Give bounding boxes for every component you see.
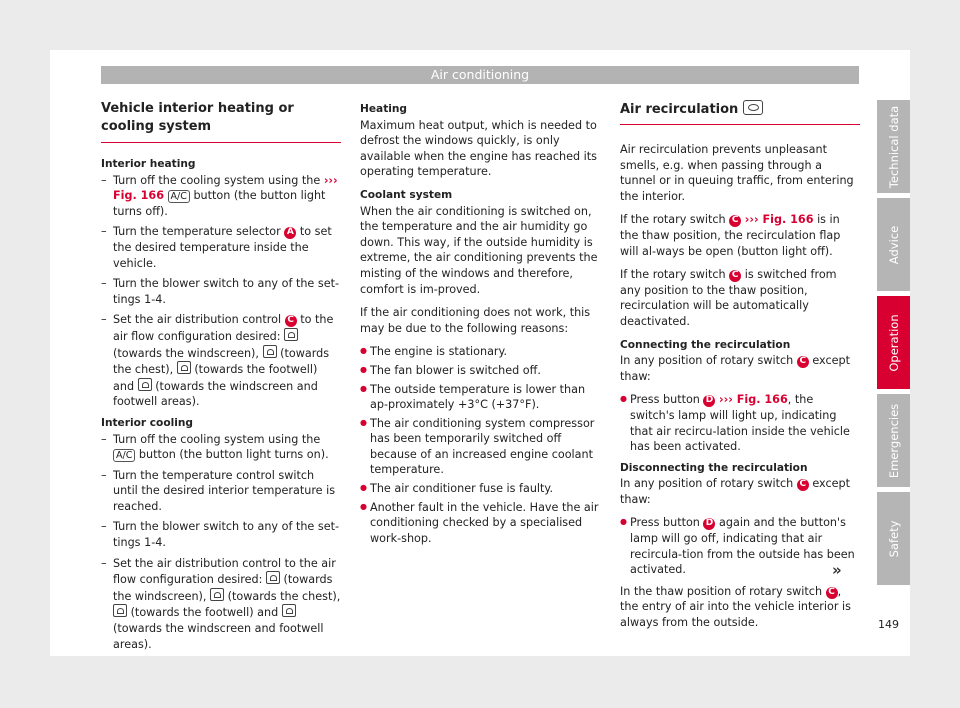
subheading-connecting: Connecting the recirculation xyxy=(620,338,791,351)
paragraph-coolant: When the air conditioning is switched on, the temperature and the air humidity go down. This way, if the outside humidity is extreme, the air conditioning prevents the misting of the windows and therefore, comfort is im-proved. xyxy=(360,204,598,296)
list-item: ● The engine is stationary. xyxy=(360,344,602,360)
column-3 xyxy=(620,100,860,639)
fig-link[interactable]: ››› Fig. 166 xyxy=(719,393,788,407)
heating-steps xyxy=(101,173,341,410)
ac-button-label: A/C xyxy=(168,190,190,203)
list-item: – Turn the temperature selector A to set the desired temperature inside the vehicle. xyxy=(101,224,341,271)
subheading-coolant: Coolant system xyxy=(360,188,453,201)
connecting-steps xyxy=(620,392,860,454)
badge-c: C xyxy=(797,356,809,368)
tab-technical-data[interactable]: Technical data xyxy=(877,100,910,193)
list-item: ● Another fault in the vehicle. Have the air conditioning checked by a specialised work-shop. xyxy=(360,500,602,547)
list-item: – Turn off the cooling system using the ››› Fig. 166 A/C button (the button light turns off). xyxy=(101,173,341,220)
paragraph: In any position of rotary switch C except thaw: xyxy=(620,354,850,383)
badge-c: C xyxy=(285,315,297,327)
badge-d: D xyxy=(703,395,715,407)
page-number: 149 xyxy=(878,618,899,631)
sidebar-tabs xyxy=(877,100,910,590)
section-header: Air conditioning xyxy=(101,66,859,84)
column-1 xyxy=(101,100,341,658)
list-item: ● Press button D again and the button's lamp will go off, indicating that air recircula-tion from the outside has been activated. xyxy=(620,515,860,577)
badge-d: D xyxy=(703,518,715,530)
list-item: – Turn the temperature control switch until the desired interior temperature is reached. xyxy=(101,468,341,515)
list-item: ● The air conditioning system compressor has been temporarily switched off because of an increased engine coolant temperature. xyxy=(360,416,602,478)
list-item: ● The air conditioner fuse is faulty. xyxy=(360,481,602,497)
paragraph: In the thaw position of rotary switch C , the entry of air into the vehicle interior is always from the outside. xyxy=(620,584,851,630)
heading-air-recirculation: Air recirculation xyxy=(620,100,860,125)
windscreen-icon xyxy=(284,328,298,341)
fig-link[interactable]: ››› Fig. 166 xyxy=(744,213,814,227)
badge-c: C xyxy=(729,215,741,227)
recirculation-icon xyxy=(743,100,763,115)
ac-button-label: A/C xyxy=(113,449,135,462)
badge-a: A xyxy=(284,227,296,239)
paragraph-fault: If the air conditioning does not work, this may be due to the following reasons: xyxy=(360,306,591,335)
paragraph: In any position of rotary switch C except thaw: xyxy=(620,477,850,506)
list-item: – Turn the blower switch to any of the set-tings 1-4. xyxy=(101,276,341,307)
windscreen-footwell-icon xyxy=(282,604,296,617)
tab-safety[interactable]: Safety xyxy=(877,492,910,585)
chest-icon xyxy=(263,345,277,358)
tab-emergencies[interactable]: Emergencies xyxy=(877,394,910,487)
paragraph: Air recirculation prevents unpleasant smells, e.g. when passing through a tunnel or in queuing traffic, from entering the interior. xyxy=(620,143,854,203)
tab-advice[interactable]: Advice xyxy=(877,198,910,291)
footwell-icon xyxy=(113,604,127,617)
windscreen-icon xyxy=(266,571,280,584)
subheading-disconnecting: Disconnecting the recirculation xyxy=(620,461,808,474)
paragraph: If the rotary switch C is switched from any position to the thaw position, recirculation will be automatically deactivated. xyxy=(620,268,837,328)
cooling-steps xyxy=(101,432,341,653)
list-item: – Set the air distribution control C to the air flow configuration desired: (towards the windscreen), (towards the chest), (towards the footwell) and (towards the windscreen and footwell areas). xyxy=(101,312,341,410)
list-item: ● Press button D ››› Fig. 166, the switch's lamp will light up, indicating that air recircu-lation inside the vehicle has been activated. xyxy=(620,392,860,454)
list-item: – Set the air distribution control to the air flow configuration desired: (towards the windscreen), (towards the chest), (towards the footwell) and (towards the windscreen and footwell areas). xyxy=(101,556,341,653)
list-item: ● The outside temperature is lower than ap-proximately +3°C (+37°F). xyxy=(360,382,602,413)
subheading-heating: Heating xyxy=(360,103,408,115)
reasons-list xyxy=(360,344,602,546)
list-item: – Turn the blower switch to any of the set-tings 1-4. xyxy=(101,519,341,550)
subheading-interior-cooling: Interior cooling xyxy=(101,416,194,429)
badge-c: C xyxy=(797,479,809,491)
fig-link[interactable]: ››› Fig. 166 xyxy=(113,173,338,203)
heading-interior-heating-cooling: Vehicle interior heating or cooling system xyxy=(101,100,341,143)
subheading-interior-heating: Interior heating xyxy=(101,158,196,170)
footwell-icon xyxy=(177,361,191,374)
paragraph: If the rotary switch C ››› Fig. 166 is in the thaw position, the recirculation flap will al-ways be open (button light off). xyxy=(620,213,841,258)
column-2 xyxy=(360,100,602,549)
disconnecting-steps xyxy=(620,515,860,577)
tab-operation[interactable]: Operation xyxy=(877,296,910,389)
paragraph-heating: Maximum heat output, which is needed to defrost the windows quickly, is only available when the engine has reached its operating temperature. xyxy=(360,118,597,179)
list-item: ● The fan blower is switched off. xyxy=(360,363,602,379)
chest-icon xyxy=(210,588,224,601)
windscreen-footwell-icon xyxy=(138,378,152,391)
list-item: – Turn off the cooling system using the A/C button (the button light turns on). xyxy=(101,432,341,463)
badge-c: C xyxy=(729,270,741,282)
continue-mark: » xyxy=(832,561,842,579)
badge-c: C xyxy=(826,587,838,599)
